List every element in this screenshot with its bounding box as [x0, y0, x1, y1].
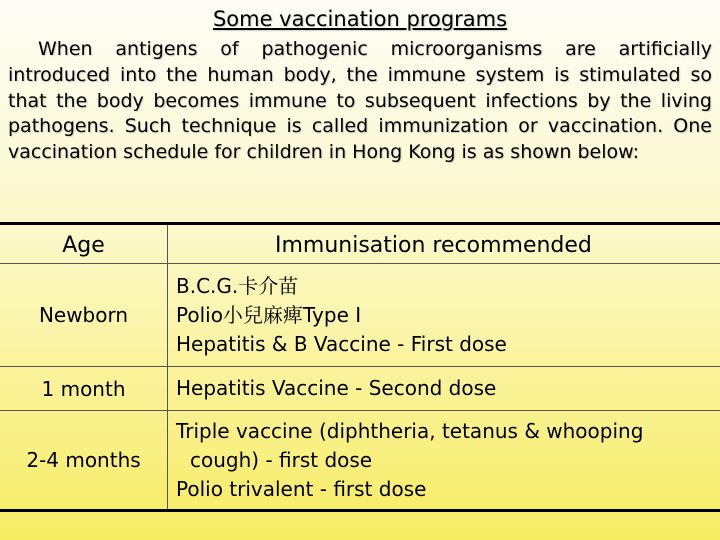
- age-cell: 2-4 months: [0, 411, 168, 511]
- immunisation-cell: [168, 367, 720, 411]
- intro-paragraph: When antigens of pathogenic microorganisms are artificially introduced into the human body, the immune system is stimulated so that the body becomes immune to subsequent infections by the living pathogens. Such technique is called immunization or vaccination. One vaccination schedule for children in Hong Kong is as shown below:: [8, 38, 712, 164]
- age-cell: Newborn: [0, 264, 168, 367]
- immunisation-item: Hepatitis Vaccine - Second dose: [176, 376, 497, 400]
- table-row-1-month: [0, 367, 720, 411]
- table-row-newborn: [0, 264, 720, 367]
- immunisation-cell: [168, 264, 720, 367]
- page-title: Some vaccination programs: [212, 7, 508, 31]
- vaccination-schedule-table: [0, 222, 720, 512]
- immunisation-cell: [168, 411, 720, 511]
- immunisation-item: B.C.G.卡介苗: [176, 273, 299, 298]
- immunisation-item: Polio trivalent - first dose: [176, 476, 427, 501]
- immunisation-item: Hepatitis & B Vaccine - First dose: [176, 331, 507, 356]
- age-column-header: Age: [0, 224, 168, 264]
- immunisation-item: Triple vaccine (diphtheria, tetanus & whooping: [176, 418, 644, 443]
- table-header-row: [0, 224, 720, 264]
- immunisation-item: Polio小兒麻痺Type I: [176, 302, 362, 327]
- table-row-2-4-months: [0, 411, 720, 511]
- immunisation-item: cough) - first dose: [190, 447, 373, 472]
- immunisation-column-header: Immunisation recommended: [168, 224, 720, 264]
- age-cell: 1 month: [0, 367, 168, 411]
